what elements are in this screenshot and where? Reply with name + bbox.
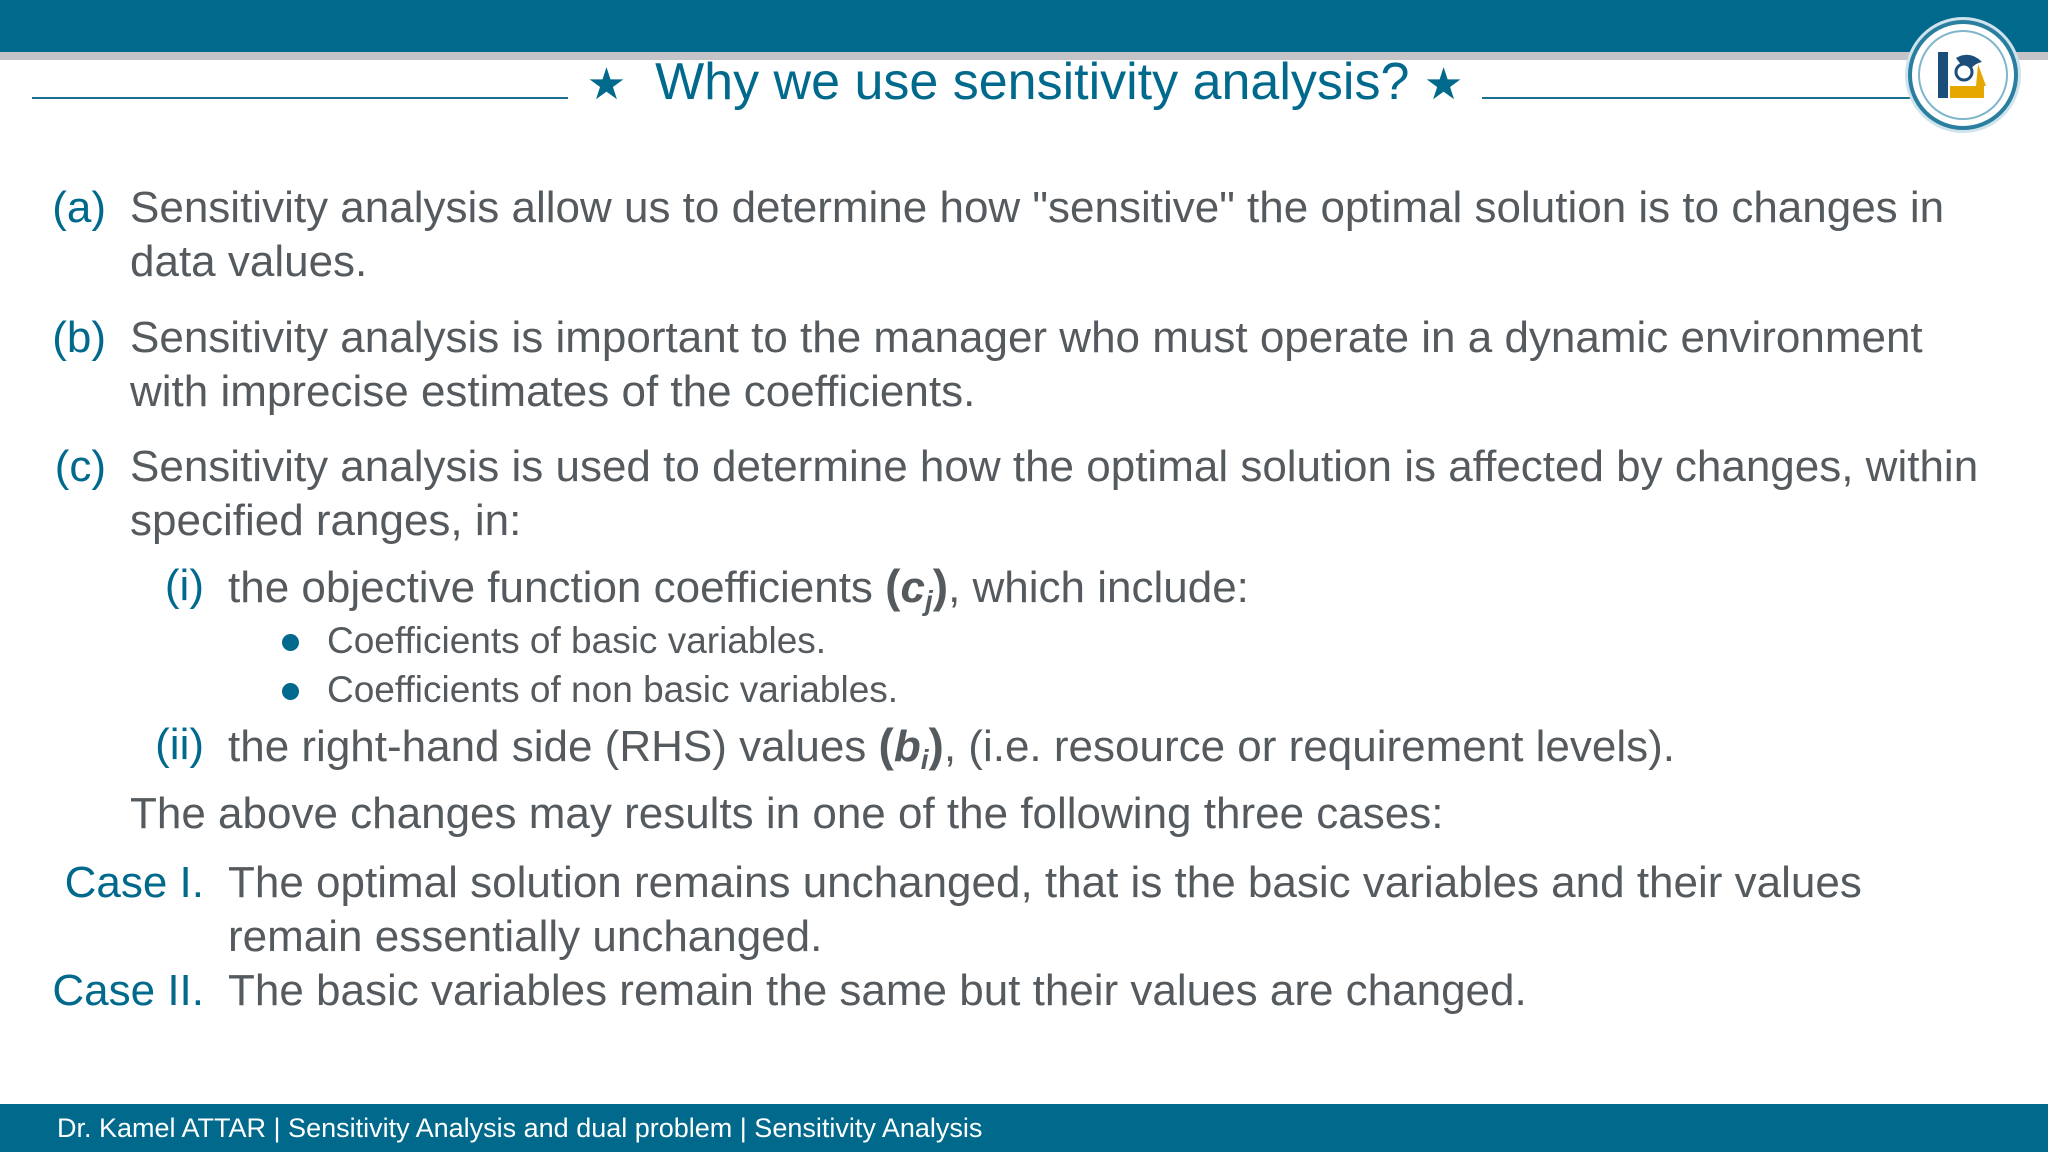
subitem-label-ii: (ii)	[155, 720, 204, 769]
slide-title-text: Why we use sensitivity analysis?	[655, 53, 1410, 111]
footer-bar	[0, 1104, 2048, 1152]
item-label-a: (a)	[52, 183, 106, 232]
item-a-line-2: data values.	[130, 237, 368, 286]
subitem-label-i: (i)	[164, 561, 204, 610]
item-label-b: (b)	[52, 313, 106, 362]
bullet-item: Coefficients of non basic variables.	[327, 669, 899, 710]
star-icon: ★	[1423, 60, 1464, 109]
star-icon: ★	[586, 60, 627, 109]
bullet-dot-icon	[282, 683, 299, 700]
case-label-2: Case II.	[52, 966, 204, 1015]
case-label-1: Case I.	[64, 858, 204, 907]
subitem-i-text-after: , which include:	[948, 563, 1249, 612]
item-b-line-2: with imprecise estimates of the coefficients.	[130, 367, 976, 416]
item-c-line-2: specified ranges, in:	[130, 496, 522, 545]
objective-coefficient-symbol: $(c_j)$	[885, 560, 949, 616]
case-1-line-2: remain essentially unchanged.	[228, 912, 823, 961]
rhs-value-symbol: $(b_i)$	[878, 719, 944, 775]
item-label-c: (c)	[54, 442, 106, 491]
item-b-line-1: Sensitivity analysis is important to the manager who must operate in a dynamic environment	[130, 313, 1923, 362]
subitem-ii-text-after: , (i.e. resource or requirement levels).	[943, 722, 1676, 771]
subitem-i-text-before: the objective function coefficients	[228, 563, 886, 612]
subitem-ii-text-before: the right-hand side (RHS) values	[228, 722, 879, 771]
footer-text: Dr. Kamel ATTAR | Sensitivity Analysis and dual problem | Sensitivity Analysis	[57, 1113, 983, 1143]
item-a-line-1: Sensitivity analysis allow us to determine how "sensitive" the optimal solution is to changes in	[130, 183, 1945, 232]
case-2-line-1: The basic variables remain the same but their values are changed.	[228, 966, 1527, 1015]
bullet-dot-icon	[282, 634, 299, 651]
subitem-ii-text	[228, 718, 1675, 787]
bullet-item: Coefficients of basic variables.	[327, 620, 827, 661]
item-c-line-1: Sensitivity analysis is used to determine how the optimal solution is affected by changes, within	[130, 442, 1979, 491]
case-1-line-1: The optimal solution remains unchanged, that is the basic variables and their values	[228, 858, 1862, 907]
summary-text: The above changes may results in one of the following three cases:	[130, 789, 1444, 838]
